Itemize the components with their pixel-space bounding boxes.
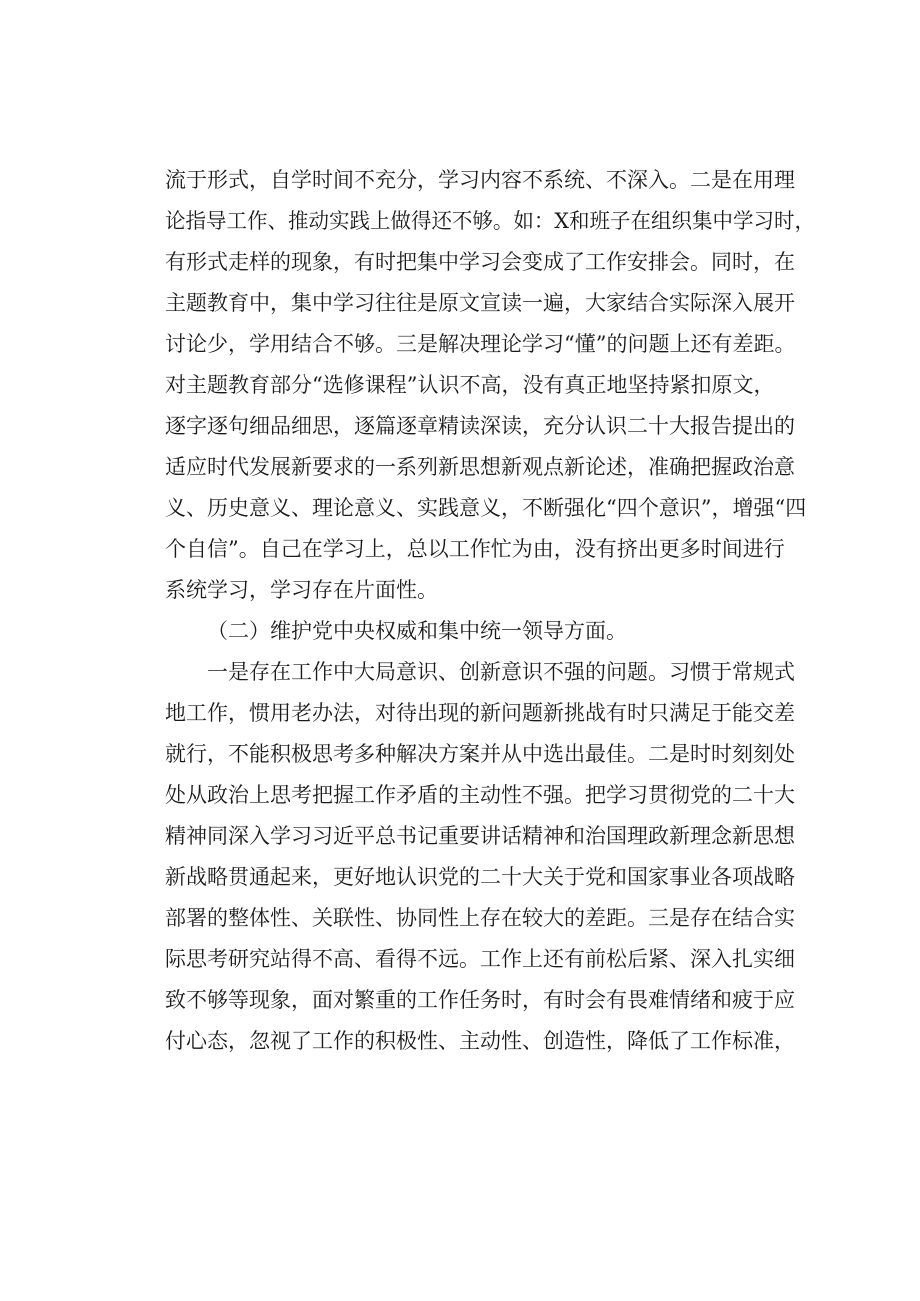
text-line: 流于形式，自学时间不充分，学习内容不系统、不深入。二是在用理 [165,168,795,192]
text-line: 地工作，惯用老办法，对待出现的新问题新挑战有时只满足于能交差 [165,701,795,725]
text-line: 主题教育中，集中学习往往是原文宣读一遍，大家结合实际深入展开 [165,291,795,315]
text-line: 部署的整体性、关联性、协同性上存在较大的差距。三是存在结合实 [165,906,795,930]
text-line: 论指导工作、推动实践上做得还不够。如：X和班子在组织集中学习时， [165,209,815,233]
text-line: 精神同深入学习习近平总书记重要讲话精神和治国理政新理念新思想 [165,824,795,848]
text-line: 义、历史意义、理论意义、实践意义，不断强化“四个意识”，增强“四 [165,496,807,520]
text-line: 个自信”。自己在学习上，总以工作忙为由，没有挤出更多时间进行 [165,537,785,561]
section-heading: （二）维护党中央权威和集中统一领导方面。 [207,619,627,643]
text-line: 处从政治上思考把握工作矛盾的主动性不强。把学习贯彻党的二十大 [165,783,795,807]
text-line: 讨论少，学用结合不够。三是解决理论学习“懂”的问题上还有差距。 [165,332,796,356]
text-line: 一是存在工作中大局意识、创新意识不强的问题。习惯于常规式 [207,660,795,684]
text-line: 适应时代发展新要求的一系列新思想新观点新论述，准确把握政治意 [165,455,795,479]
text-line: 逐字逐句细品细思，逐篇逐章精读深读，充分认识二十大报告提出的 [165,414,795,438]
text-line: 对主题教育部分“选修课程”认识不高，没有真正地坚持紧扣原文， [165,373,775,397]
text-line: 有形式走样的现象，有时把集中学习会变成了工作安排会。同时，在 [165,250,795,274]
text-line: 际思考研究站得不高、看得不远。工作上还有前松后紧、深入扎实细 [165,947,795,971]
text-line: 新战略贯通起来，更好地认识党的二十大关于党和国家事业各项战略 [165,865,795,889]
text-line: 致不够等现象，面对繁重的工作任务时，有时会有畏难情绪和疲于应 [165,988,795,1012]
text-line: 付心态，忽视了工作的积极性、主动性、创造性，降低了工作标准， [165,1029,795,1053]
text-line: 就行，不能积极思考多种解决方案并从中选出最佳。二是时时刻刻处 [165,742,795,766]
text-line: 系统学习，学习存在片面性。 [165,578,438,602]
